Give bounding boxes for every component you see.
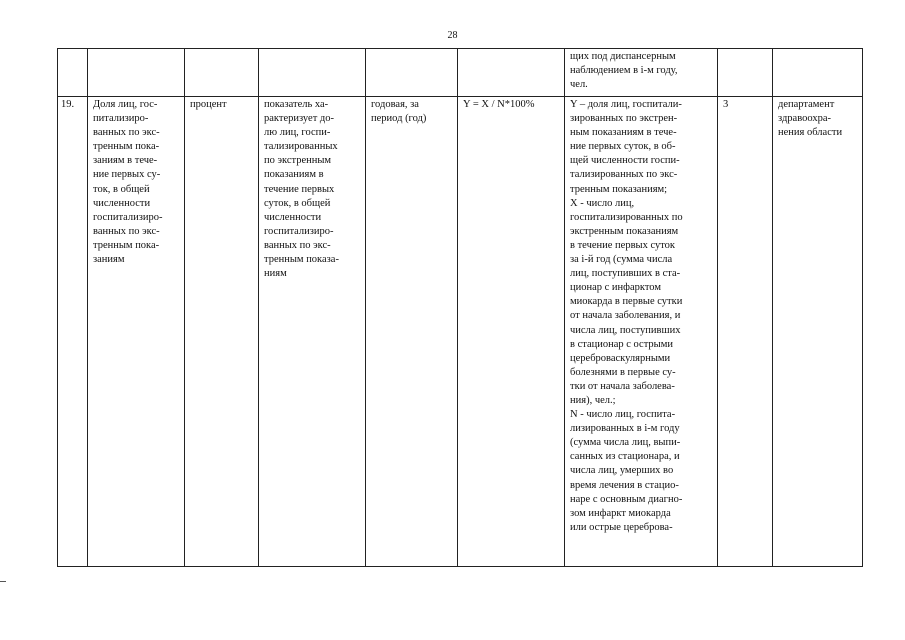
cell-description: щих под диспансерным наблюдением в i-м году, чел.: [565, 49, 718, 97]
page-number: 28: [447, 30, 458, 41]
cell-indicator: [88, 49, 185, 97]
cell-responsible: [773, 49, 863, 97]
cell-number: [58, 49, 88, 97]
cell-base-value: [718, 49, 773, 97]
cell-periodicity: годовая, за период (год): [366, 97, 458, 567]
cell-definition: показатель ха- рактеризует до- лю лиц, госпи- тализированных по экстренным показаниям в течение первых суток, в общей численности госпитализиро- ванных по экс- тренным показа- ниям: [259, 97, 366, 567]
indicator-table: [57, 48, 863, 567]
cell-description: Y – доля лиц, госпитали- зированных по экстрен- ным показаниям в тече- ние первых суток, в об- щей численности госпи- тализированных по экс- тренным показаниям; X - число лиц, госпитализированных по экстренным показаниям в течение первых суток за i-й год (сумма числа лиц, поступивших в ста- ционар с инфарктом миокарда в первые сутки от начала заболевания, и числа лиц, поступивших в стационар с острыми цереброваскулярными болезнями в первые су- тки от начала заболева- ния), чел.; N - число лиц, госпита- лизированных в i-м году (сумма числа лиц, выпи- санных из стационара, и числа лиц, умерших во время лечения в стацио- наре с основным диагно- зом инфаркт миокарда или острые цереброва-: [565, 97, 718, 567]
cell-formula: [458, 49, 565, 97]
cell-base-value: 3: [718, 97, 773, 567]
cell-formula: Y = X / N*100%: [458, 97, 565, 567]
cell-responsible: департамент здравоохра- нения области: [773, 97, 863, 567]
margin-mark: [0, 581, 6, 582]
cell-unit: процент: [185, 97, 259, 567]
table-row-19: [58, 97, 863, 567]
table-row-continuation: [58, 49, 863, 97]
cell-unit: [185, 49, 259, 97]
cell-indicator: Доля лиц, гос- питализиро- ванных по экс- тренным пока- заниям в тече- ние первых су- ток, в общей численности госпитализиро- ванных по экс- тренным пока- заниям: [88, 97, 185, 567]
cell-periodicity: [366, 49, 458, 97]
cell-definition: [259, 49, 366, 97]
cell-number: 19.: [58, 97, 88, 567]
